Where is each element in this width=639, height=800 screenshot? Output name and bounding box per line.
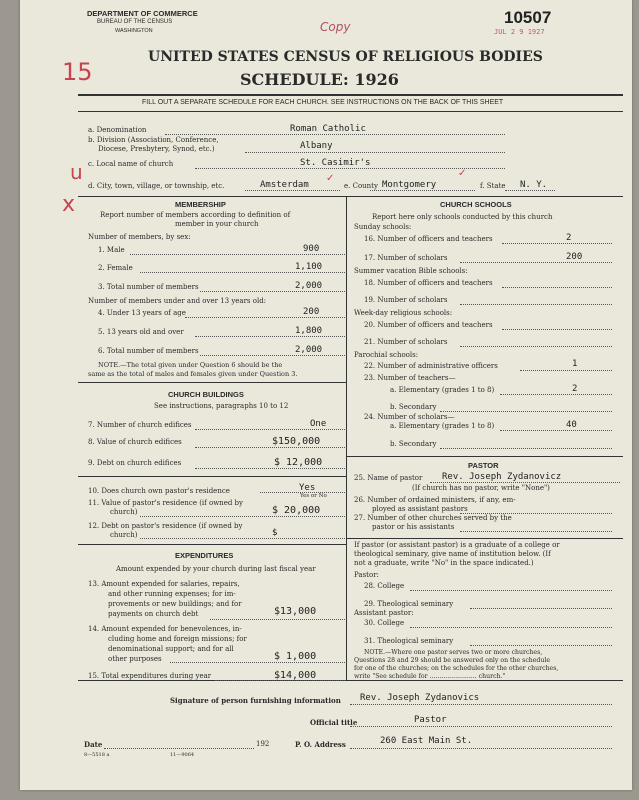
local-name-field[interactable]: St. Casimir's [300,158,371,168]
red-mark-x: x [62,192,76,217]
q7-edifices-field[interactable]: One [310,419,327,429]
copy-annotation: Copy [320,20,351,34]
q27-label-2: pastor or his assistants [372,523,455,531]
schools-heading: CHURCH SCHOOLS [440,200,512,209]
form-number-1: 8—5518 a [84,752,110,758]
q13-label-3: provements or new buildings; and for [108,600,242,608]
expenditures-heading: EXPENDITURES [175,551,234,560]
graduate-note-2: theological seminary, give name of institution below. (If [354,550,551,558]
pastor-note-3: for one of the churches; on the schedules for the other churches, [354,665,559,672]
q14-label-1: 14. Amount expended for benevolences, in- [88,625,242,633]
pastor-subheading: Pastor: [354,571,379,579]
q23a-field[interactable]: 2 [572,384,578,394]
pastor-heading: PASTOR [468,461,499,470]
q31-label: 31. Theological seminary [364,637,454,645]
bureau-label: BUREAU OF THE CENSUS [97,19,173,25]
q14-label-4: other purposes [108,655,162,663]
check-mark-icon: ✓ [326,173,335,184]
q4-under13-field[interactable]: 200 [303,307,320,317]
q17-label: 17. Number of scholars [364,254,448,262]
q25-hint: (If church has no pastor, write "None") [412,484,550,492]
q24b-label: b. Secondary [390,440,437,448]
q20-label: 20. Number of officers and teachers [364,321,493,329]
signature-label: Signature of person furnishing information [170,696,341,705]
county-field[interactable]: Montgomery [382,180,437,190]
q13-label-2: and other running expenses; for im- [108,590,236,598]
po-address-field[interactable]: 260 East Main St. [380,736,473,746]
q24-label: 24. Number of scholars— [364,413,455,421]
official-title-label: Official title [310,718,358,727]
q26-label-2: ployed as assistant pastors [372,505,468,513]
by-sex-label: Number of members, by sex: [88,233,191,241]
census-schedule-sheet [20,0,632,790]
q12-debt-field[interactable]: $ [272,528,278,538]
serial-number: 10507 [504,8,552,27]
q24a-label: a. Elementary (grades 1 to 8) [390,422,495,430]
q8-value-field[interactable]: $150,000 [272,436,321,447]
q14-amount-field[interactable]: $ 1,000 [274,651,317,662]
q23b-label: b. Secondary [390,403,437,411]
q30-label: 30. College [364,619,405,627]
signature-field[interactable]: Rev. Joseph Zydanovics [360,693,480,703]
po-address-label: P. O. Address [295,740,346,749]
q11-label-1: 11. Value of pastor's residence (if owned by [88,499,243,507]
q2-label: 2. Female [98,264,133,272]
q1-male-field[interactable]: 900 [303,244,320,254]
pastor-note-2: Questions 28 and 29 should be answered only on the schedule [354,657,551,664]
city-field[interactable]: Amsterdam [260,180,309,190]
age-label: Number of members under and over 13 years old: [88,297,267,305]
q19-label: 19. Number of scholars [364,296,448,304]
q10-residence-field[interactable]: Yes [299,483,316,493]
official-title-field[interactable]: Pastor [414,715,447,725]
membership-note-2: same as the total of males and females given under Question 3. [88,370,298,378]
instruction-line: FILL OUT A SEPARATE SCHEDULE FOR EACH CHURCH. SEE INSTRUCTIONS ON THE BACK OF THIS SHEET [142,99,504,106]
city-label: WASHINGTON [115,28,153,34]
denomination-field[interactable]: Roman Catholic [290,124,366,134]
division-label-2: Diocese, Presbytery, Synod, etc.) [98,145,215,153]
q25-label: 25. Name of pastor [354,474,423,482]
q25-pastor-name-field[interactable]: Rev. Joseph Zydanovicz [442,472,562,482]
q3-total-field[interactable]: 2,000 [295,281,323,291]
weekday-label: Week-day religious schools: [354,309,453,317]
q1-label: 1. Male [98,246,125,254]
q11-value-field[interactable]: $ 20,000 [272,505,321,516]
assistant-subheading: Assistant pastor: [354,609,414,617]
q6-label: 6. Total number of members [98,347,199,355]
form-title: UNITED STATES CENSUS OF RELIGIOUS BODIES [148,49,543,65]
q22-label: 22. Number of administrative officers [364,362,498,370]
buildings-heading: CHURCH BUILDINGS [168,390,244,399]
q23a-label: a. Elementary (grades 1 to 8) [390,386,495,394]
q12-label-2: church) [110,531,138,539]
q26-label-1: 26. Number of ordained ministers, if any, em- [354,496,516,504]
q9-debt-field[interactable]: $ 12,000 [274,457,323,468]
division-label-1: b. Division (Association, Conference, [88,136,219,144]
q4-label: 4. Under 13 years of age [98,309,186,317]
membership-note-1: NOTE.—The total given under Question 6 should be the [98,361,283,369]
q2-female-field[interactable]: 1,100 [295,262,323,272]
state-field[interactable]: N. Y. [520,180,548,190]
q15-label: 15. Total expenditures during year [88,672,212,680]
state-label: f. State [480,182,506,190]
q28-label: 28. College [364,582,405,590]
q27-label-1: 27. Number of other churches served by the [354,514,512,522]
q14-label-3: denominational support; and for all [108,645,234,653]
q5-label: 5. 13 years old and over [98,328,184,336]
q5-over13-field[interactable]: 1,800 [295,326,323,336]
q22-field[interactable]: 1 [572,359,578,369]
q8-label: 8. Value of church edifices [88,438,182,446]
parochial-label: Parochial schools: [354,351,419,359]
q7-label: 7. Number of church edifices [88,421,192,429]
q21-label: 21. Number of scholars [364,338,448,346]
red-mark-15: 15 [62,58,93,86]
buildings-sub: See instructions, paragraphs 10 to 12 [154,402,289,410]
q13-label-1: 13. Amount expended for salaries, repairs, [88,580,240,588]
q14-label-2: cluding home and foreign missions; for [108,635,247,643]
pastor-note-4: write "See schedule for ........................ church." [354,673,506,680]
graduate-note-3: not a graduate, write "No" in the space indicated.) [354,559,534,567]
membership-sub-2: member in your church [175,220,259,228]
q24a-field[interactable]: 40 [566,420,577,430]
check-mark-icon: ✓ [458,168,467,179]
red-mark-u: u [70,160,83,184]
received-stamp: JUL 2 9 1927 [494,28,545,36]
denomination-label: a. Denomination [88,126,147,134]
q18-label: 18. Number of officers and teachers [364,279,493,287]
sunday-label: Sunday schools: [354,223,412,231]
q15-total-field[interactable]: $14,000 [274,670,317,681]
department-label: DEPARTMENT OF COMMERCE [87,9,198,18]
local-name-label: c. Local name of church [88,160,174,168]
graduate-note-1: If pastor (or assistant pastor) is a graduate of a college or [354,541,560,549]
q29-label: 29. Theological seminary [364,600,454,608]
q11-label-2: church) [110,508,138,516]
expenditures-sub: Amount expended by your church during last fiscal year [116,565,316,573]
division-field[interactable]: Albany [300,141,333,151]
date-year: 192 [256,740,270,748]
q16-label: 16. Number of officers and teachers [364,235,493,243]
q13-label-4: payments on church debt [108,610,199,618]
q16-field[interactable]: 2 [566,233,572,243]
city-field-label: d. City, town, village, or township, etc. [88,182,225,190]
schedule-title: SCHEDULE: 1926 [240,70,399,89]
q3-label: 3. Total number of members [98,283,199,291]
q13-amount-field[interactable]: $13,000 [274,606,317,617]
date-label: Date [84,740,103,749]
vbs-label: Summer vacation Bible schools: [354,267,468,275]
county-label: e. County [344,182,378,190]
q6-total-field[interactable]: 2,000 [295,345,323,355]
schools-sub: Report here only schools conducted by this church [372,213,553,221]
q23-label: 23. Number of teachers— [364,374,456,382]
membership-heading: MEMBERSHIP [175,200,226,209]
pastor-note-1: NOTE.—Where one pastor serves two or more churches, [364,649,543,656]
q9-label: 9. Debt on church edifices [88,459,182,467]
q10-label: 10. Does church own pastor's residence [88,487,230,495]
membership-sub-1: Report number of members according to definition of [100,211,291,219]
q17-field[interactable]: 200 [566,252,583,262]
form-number-2: 11—9064 [170,752,195,758]
q12-label-1: 12. Debt on pastor's residence (if owned by [88,522,243,530]
yes-no-hint: Yes or No [300,493,327,499]
